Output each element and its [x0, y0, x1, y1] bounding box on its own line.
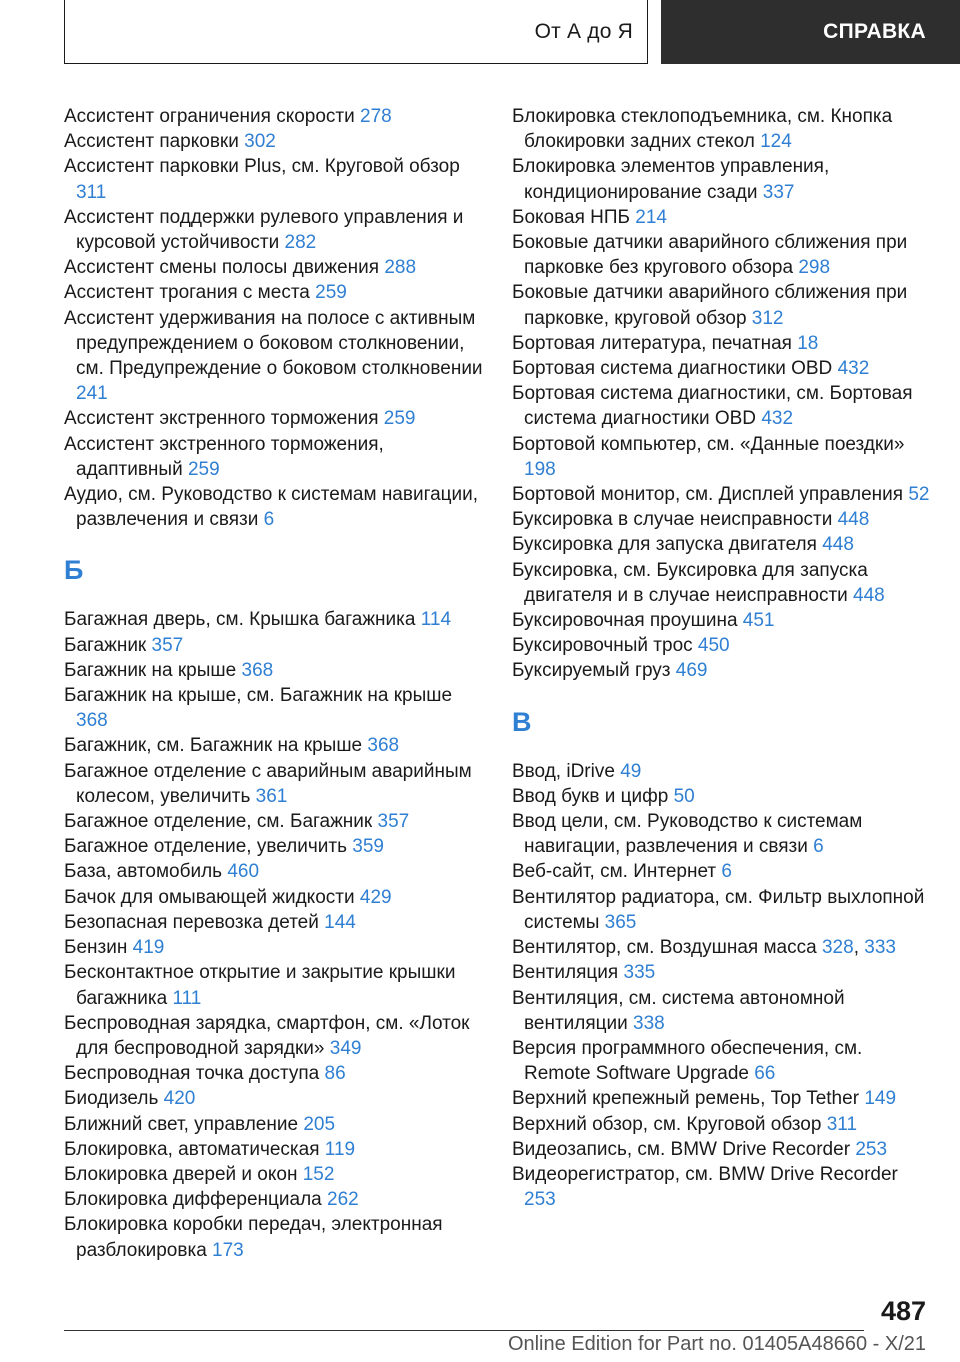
page-link[interactable]: 114	[420, 609, 452, 631]
index-entry-text: Ассистент смены полосы движения	[64, 257, 385, 279]
index-entry	[64, 1212, 484, 1262]
page-link[interactable]: 214	[635, 206, 667, 228]
page-link[interactable]: 288	[384, 257, 417, 279]
page-link[interactable]: 420	[163, 1088, 196, 1110]
index-entry-text: Буксировочный трос	[512, 635, 698, 657]
index-entry-text: Ассистент поддержки рулевого управления и курсовой устойчивости	[64, 206, 464, 254]
page-link[interactable]: 6	[263, 509, 275, 531]
page-link[interactable]: 278	[360, 106, 392, 127]
page-link[interactable]: 432	[761, 408, 794, 430]
index-entry-text: Блокировка коробки передач, электронная разблокировка	[64, 1214, 443, 1261]
index-entry	[64, 633, 484, 658]
index-entry-text: Буксируемый груз	[512, 660, 676, 682]
index-entry	[64, 834, 484, 859]
page-link[interactable]: 338	[633, 1012, 665, 1034]
index-entry	[512, 381, 932, 431]
index-entry-text: Бортовой монитор, см. Дисплей управления	[512, 484, 909, 506]
page-link[interactable]: 311	[76, 181, 107, 203]
index-entry-text: Бортовая литература, печатная	[512, 332, 798, 354]
index-entry-text: Багажное отделение, см. Багажник	[64, 811, 378, 833]
index-entry	[64, 885, 484, 910]
index-entry-text: Версия программного обеспечения, см. Remote Software Upgrade	[512, 1037, 863, 1085]
index-column-right	[512, 104, 932, 1212]
index-entry-text: Ассистент удерживания на полосе с активным предупреждением о боковом столкновении, см. Предупреждение о боковом столкновении	[64, 307, 483, 380]
index-entry	[512, 960, 932, 985]
page-link[interactable]: 205	[303, 1113, 336, 1135]
index-entry	[512, 633, 932, 658]
page-link[interactable]: 359	[352, 836, 384, 858]
index-entry-text: Видеорегистратор, см. BMW Drive Recorder	[512, 1163, 898, 1185]
index-entry	[64, 1061, 484, 1086]
page-link[interactable]: 119	[324, 1138, 356, 1160]
index-entry-text: Блокировка дифференциала	[64, 1189, 328, 1211]
index-entry-text: Веб-сайт, см. Интернет	[512, 861, 722, 883]
index-entry	[64, 104, 484, 129]
index-entry	[512, 784, 932, 809]
index-entry-text: Вентилятор радиатора, см. Фильтр выхлопной системы	[512, 886, 925, 933]
index-entry	[512, 1086, 932, 1111]
page-link[interactable]: 328	[821, 937, 854, 959]
index-entry-text: Багажная дверь, см. Крышка багажника	[64, 609, 421, 631]
index-entry-text: Боковые датчики аварийного сближения при парковке без кругового обзора	[512, 232, 908, 279]
page-link[interactable]: 6	[721, 861, 732, 883]
index-entry	[512, 986, 932, 1036]
index-entry	[64, 1187, 484, 1212]
index-entry-text: Бесконтактное открытие и закрытие крышки багажника	[64, 962, 456, 1009]
index-entry-text: Ввод цели, см. Руководство к системам навигации, развлечения и связи	[512, 811, 863, 858]
page-link[interactable]: 419	[132, 937, 165, 959]
page-link[interactable]: 86	[324, 1063, 346, 1085]
index-entry-text: Бортовая система диагностики, см. Бортовая система диагностики OBD	[512, 383, 913, 430]
index-letter-heading: Б	[64, 555, 84, 586]
page-link[interactable]: 357	[151, 634, 184, 656]
index-entry	[64, 1137, 484, 1162]
page-link[interactable]: 460	[227, 861, 260, 883]
index-entry	[512, 1162, 932, 1212]
page-link[interactable]: 349	[329, 1037, 362, 1059]
index-entry	[64, 1162, 484, 1187]
index-entry-text: Верхний обзор, см. Круговой обзор	[512, 1113, 827, 1135]
page-link[interactable]: 144	[324, 911, 356, 933]
page-link[interactable]: 365	[604, 911, 637, 933]
page-link[interactable]: 451	[742, 610, 775, 632]
index-entry-text: Ввод букв и цифр	[512, 785, 674, 807]
page-link[interactable]: 368	[241, 659, 274, 681]
index-entry-text: Видеозапись, см. BMW Drive Recorder	[512, 1138, 856, 1160]
page-link[interactable]: 282	[284, 232, 317, 254]
page-link[interactable]: 173	[212, 1239, 244, 1261]
page-link[interactable]: 66	[754, 1063, 776, 1085]
index-entry-text: Ассистент парковки Plus, см. Круговой обзор	[64, 156, 460, 178]
index-entry	[512, 885, 932, 935]
page-link[interactable]: 259	[383, 408, 416, 430]
index-entry	[64, 859, 484, 884]
page-link[interactable]: 253	[855, 1138, 888, 1160]
page-link[interactable]: 311	[826, 1113, 858, 1135]
index-entry	[512, 432, 932, 482]
index-entry	[512, 104, 932, 154]
index-entry-text: Беспроводная зарядка, смартфон, см. «Лоток для беспроводной зарядки»	[64, 1012, 470, 1059]
page-link[interactable]: 429	[359, 886, 392, 908]
page-link[interactable]: 432	[837, 358, 870, 380]
index-entry	[512, 280, 932, 330]
footer-divider	[64, 1330, 864, 1331]
index-entry-text: Вентиляция, см. система автономной вентиляции	[512, 987, 845, 1034]
index-entry-text: Багажное отделение с аварийным аварийным колесом, увеличить	[64, 760, 472, 807]
index-entry	[64, 960, 484, 1010]
page-link[interactable]: 448	[853, 584, 885, 606]
index-entry	[64, 205, 484, 255]
index-entry-text: Буксировка для запуска двигателя	[512, 534, 823, 556]
index-entry	[64, 809, 484, 834]
index-entry-text: Боковая НПБ	[512, 206, 636, 228]
index-entry-text: Багажник, см. Багажник на крыше	[64, 735, 368, 757]
page-link[interactable]: 298	[798, 257, 831, 279]
index-entry	[512, 482, 932, 507]
index-entry	[512, 1137, 932, 1162]
page-number: 487	[880, 1296, 926, 1326]
page-link[interactable]: 6	[813, 836, 824, 858]
page-link[interactable]: 111	[172, 987, 202, 1009]
page-link[interactable]: 152	[302, 1163, 335, 1185]
page-link[interactable]: 149	[864, 1088, 897, 1110]
page-link[interactable]: 52	[908, 484, 930, 506]
index-entry	[64, 1086, 484, 1111]
index-entry-text: Ассистент экстренного торможения, адаптивный	[64, 433, 384, 480]
index-entry-text: Блокировка дверей и окон	[64, 1163, 303, 1185]
page-link[interactable]: 241	[76, 383, 108, 405]
index-entry	[64, 432, 484, 482]
index-entry	[64, 935, 484, 960]
index-entry-text: Багажное отделение, увеличить	[64, 836, 353, 858]
index-entry	[64, 306, 484, 407]
page-link[interactable]: 312	[751, 307, 784, 329]
index-entry-text: Ассистент экстренного торможения	[64, 408, 384, 430]
index-entry-text: Ввод, iDrive	[512, 760, 621, 782]
index-entry	[64, 280, 484, 305]
page-link[interactable]: 357	[377, 811, 410, 833]
index-entry-text: Блокировка, автоматическая	[64, 1138, 325, 1160]
page-link[interactable]: 361	[255, 785, 288, 807]
index-entry-text: Багажник	[64, 634, 152, 656]
page-link[interactable]: 335	[623, 962, 656, 984]
index-entry-text: Ассистент парковки	[64, 131, 245, 153]
page-link[interactable]: 50	[673, 785, 695, 807]
index-entry-text: Ассистент трогания с места	[64, 282, 316, 304]
index-entry-text: Аудио, см. Руководство к системам навигации, развлечения и связи	[64, 484, 479, 531]
section-tab[interactable]: От А до Я	[64, 0, 648, 64]
index-entry	[512, 331, 932, 356]
index-entry	[64, 1112, 484, 1137]
index-entry-text: Верхний крепежный ремень, Top Tether	[512, 1088, 865, 1110]
page-link[interactable]: 18	[797, 332, 819, 354]
page-link[interactable]: 259	[187, 458, 220, 480]
page-header	[64, 0, 960, 66]
page-link[interactable]: 302	[244, 131, 276, 153]
page-link[interactable]: 333	[864, 937, 896, 959]
page-link[interactable]: 262	[327, 1189, 359, 1211]
index-entry	[512, 859, 932, 884]
index-entry-text: Безопасная перевозка детей	[64, 911, 325, 933]
page-link[interactable]: 368	[367, 735, 400, 757]
index-entry	[512, 230, 932, 280]
index-entry-text: Ближний свет, управление	[64, 1113, 304, 1135]
index-entry	[512, 154, 932, 204]
index-entry	[64, 1011, 484, 1061]
index-entry	[64, 683, 484, 733]
index-entry-text: Багажник на крыше, см. Багажник на крыше	[64, 685, 453, 707]
index-entry	[512, 558, 932, 608]
index-entry	[64, 733, 484, 758]
index-entry	[64, 129, 484, 154]
page-link[interactable]: 253	[524, 1189, 556, 1211]
index-entry-text: Биодизель	[64, 1088, 164, 1110]
index-entry-text: Бачок для омывающей жидкости	[64, 886, 360, 908]
page-link[interactable]: 448	[837, 509, 870, 531]
index-entry-text: Буксировка в случае неисправности	[512, 509, 838, 531]
page-link[interactable]: 337	[762, 181, 795, 203]
page-link[interactable]: 469	[675, 660, 708, 682]
index-entry	[64, 482, 484, 532]
page-link[interactable]: 198	[524, 458, 556, 480]
index-entry	[64, 607, 484, 632]
index-entry-text: Буксировка, см. Буксировка для запуска двигателя и в случае неисправности	[512, 559, 868, 606]
index-entry-text: Вентиляция	[512, 962, 624, 984]
index-entry	[512, 658, 932, 683]
index-entry	[512, 507, 932, 532]
index-entry	[64, 406, 484, 431]
index-entry-text: Боковые датчики аварийного сближения при парковке, круговой обзор	[512, 282, 908, 329]
page-link[interactable]: 124	[760, 131, 792, 153]
index-entry	[64, 154, 484, 204]
index-entry-text: Ассистент ограничения скорости	[64, 106, 361, 127]
index-entry	[512, 1036, 932, 1086]
page-link[interactable]: 49	[620, 760, 642, 782]
index-entry	[64, 759, 484, 809]
index-entry-text: Блокировка элементов управления, кондиционирование сзади	[512, 156, 830, 203]
index-entry: Вентилятор, см. Воздушная масса 328, 333	[512, 937, 896, 959]
index-column-left	[64, 104, 484, 1263]
index-entry	[64, 255, 484, 280]
index-entry	[64, 658, 484, 683]
main-tab[interactable]: СПРАВКА	[661, 0, 960, 64]
index-entry-text: Бортовая система диагностики OBD	[512, 358, 838, 380]
index-entry-text: База, автомобиль	[64, 861, 228, 883]
index-entry-text: Блокировка стеклоподъемника, см. Кнопка блокировки задних стекол	[512, 106, 893, 153]
index-entry	[512, 608, 932, 633]
index-entry-text: Буксировочная проушина	[512, 610, 743, 632]
index-entry	[64, 910, 484, 935]
index-entry	[512, 759, 932, 784]
page-link[interactable]: 448	[822, 534, 854, 556]
index-entry-text: Вентилятор, см. Воздушная масса	[512, 937, 822, 959]
page-link[interactable]: 450	[697, 635, 730, 657]
index-entry-text: Бортовой компьютер, см. «Данные поездки»	[512, 433, 905, 455]
edition-footer: Online Edition for Part no. 01405A48660 - X/21	[507, 1333, 926, 1355]
index-entry	[512, 1112, 932, 1137]
index-entry	[512, 205, 932, 230]
index-entry-text: Беспроводная точка доступа	[64, 1063, 325, 1085]
index-entry	[512, 356, 932, 381]
index-letter-heading: В	[512, 706, 532, 737]
page-link[interactable]: 259	[315, 282, 347, 304]
index-entry-text: Багажник на крыше	[64, 659, 242, 681]
index-entry	[512, 532, 932, 557]
page-link[interactable]: 368	[76, 710, 108, 732]
index-entry	[512, 809, 932, 859]
index-entry-text: Бензин	[64, 937, 133, 959]
